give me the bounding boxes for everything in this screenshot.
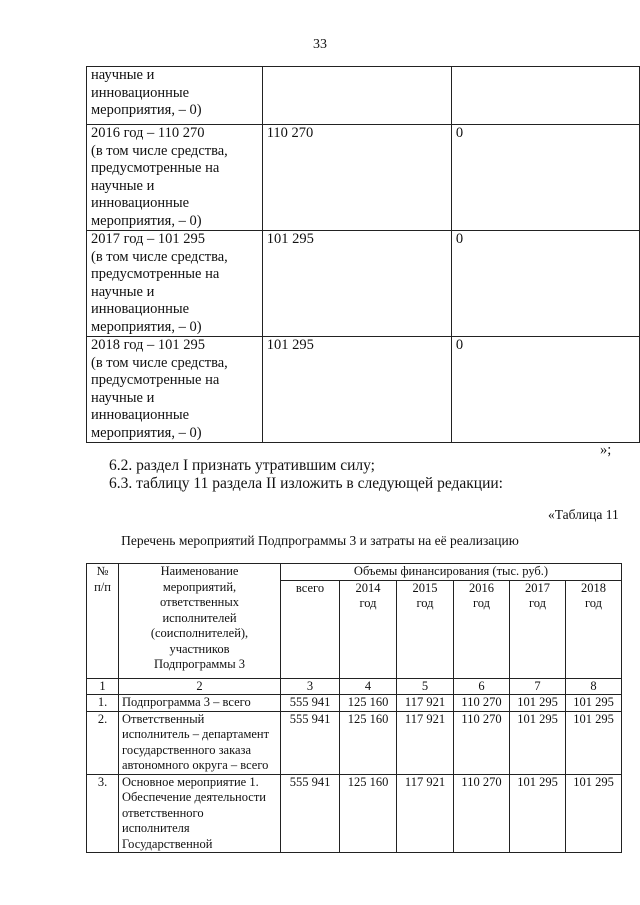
row-total: 555 941 [281,695,340,712]
regional-budget-value: 110 270 [266,125,314,141]
regional-budget-value: 101 295 [266,337,314,353]
federal-budget-value: 0 [455,231,464,247]
row-2014: 125 160 [340,774,397,853]
table-caption: Перечень мероприятий Подпрограммы 3 и затраты на её реализацию [121,533,519,548]
index-cell: 4 [340,678,397,695]
row-2018: 101 295 [566,774,622,853]
federal-budget-value: 0 [455,337,464,353]
row-number: 1. [87,695,119,712]
table-reference: «Таблица 11 [548,507,619,522]
row-total: 555 941 [281,711,340,774]
closing-quote: »; [600,442,612,458]
index-cell: 2 [119,678,281,695]
table-row [87,774,622,853]
row-2014: 125 160 [340,695,397,712]
paragraph-6-2: 6.2. раздел I признать утратившим силу; [109,457,375,474]
header-year-2017: 2017 год [510,580,566,678]
row-name: Ответственный исполнитель – департамент государственного заказа автономного округа – всего [119,711,281,774]
row-2018: 101 295 [566,695,622,712]
row-text: 2016 год – 110 270 (в том числе средства, предусмотренные на научные и инновационные мероприятия, – 0) [91,125,228,229]
row-2015: 117 921 [397,774,454,853]
regional-budget-value: 101 295 [266,231,314,247]
subprogram-3-table [86,563,622,853]
header-year-2016: 2016 год [454,580,510,678]
row-2017: 101 295 [510,695,566,712]
row-name: Подпрограмма 3 – всего [119,695,281,712]
table-row [87,711,622,774]
funding-continuation-table [86,66,640,443]
federal-budget-value: 0 [455,125,464,141]
table-row [87,695,622,712]
index-cell: 7 [510,678,566,695]
page-number: 33 [313,37,327,52]
index-row [87,678,622,695]
row-2016: 110 270 [454,711,510,774]
header-number: № п/п [87,564,119,679]
header-year-2014: 2014 год [340,580,397,678]
row-name: Основное мероприятие 1. Обеспечение деятельности ответственного исполнителя Государственной [119,774,281,853]
paragraph-6-3: 6.3. таблицу 11 раздела II изложить в следующей редакции: [109,475,503,492]
row-text: научные и инновационные мероприятия, – 0) [91,67,202,118]
row-2016: 110 270 [454,774,510,853]
header-name: Наименование мероприятий, ответственных исполнителей (соисполнителей), участников Подпрограммы 3 [119,564,281,679]
row-number: 2. [87,711,119,774]
table-row [87,125,640,231]
row-2018: 101 295 [566,711,622,774]
row-2017: 101 295 [510,774,566,853]
row-2014: 125 160 [340,711,397,774]
row-number: 3. [87,774,119,853]
row-2017: 101 295 [510,711,566,774]
index-cell: 8 [566,678,622,695]
table-row [87,67,640,125]
row-2015: 117 921 [397,695,454,712]
index-cell: 1 [87,678,119,695]
index-cell: 6 [454,678,510,695]
index-cell: 5 [397,678,454,695]
header-year-2015: 2015 год [397,580,454,678]
index-cell: 3 [281,678,340,695]
row-text: 2017 год – 101 295 (в том числе средства, предусмотренные на научные и инновационные мероприятия, – 0) [91,231,228,335]
table-row [87,337,640,443]
row-total: 555 941 [281,774,340,853]
header-row [87,564,622,581]
row-text: 2018 год – 101 295 (в том числе средства, предусмотренные на научные и инновационные мероприятия, – 0) [91,337,228,441]
header-year-2018: 2018 год [566,580,622,678]
header-funding: Объемы финансирования (тыс. руб.) [281,564,622,581]
row-2016: 110 270 [454,695,510,712]
row-2015: 117 921 [397,711,454,774]
table-row [87,231,640,337]
header-total: всего [281,580,340,678]
